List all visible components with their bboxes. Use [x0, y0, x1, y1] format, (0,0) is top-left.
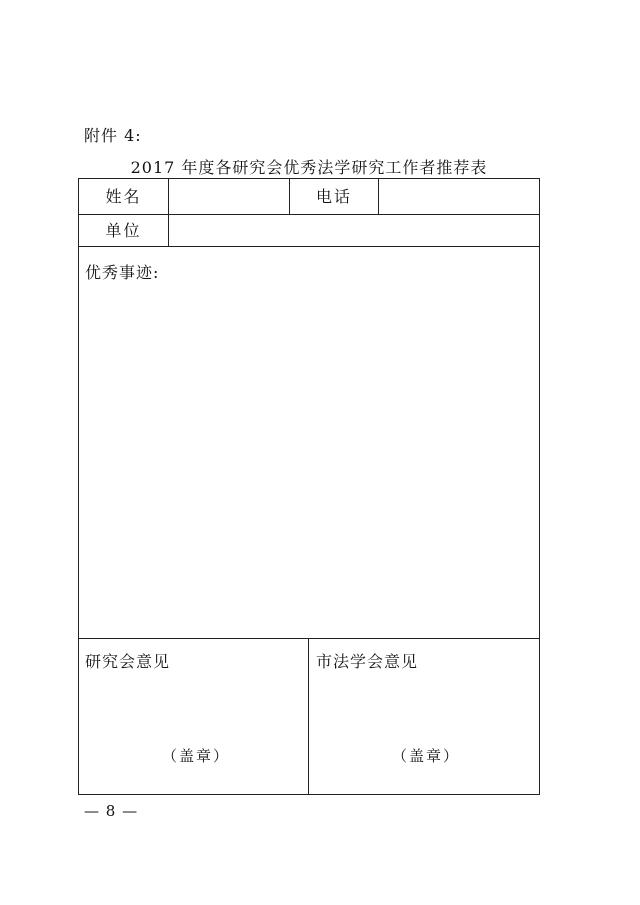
research-opinion-label: 研究会意见 — [85, 652, 171, 671]
phone-label: 电话 — [315, 187, 352, 206]
recommendation-form — [78, 178, 540, 795]
attachment-label: 附件 4: — [84, 126, 142, 145]
name-field[interactable] — [170, 181, 288, 212]
row-divider-3 — [79, 638, 539, 639]
city-opinion-label: 市法学会意见 — [316, 652, 419, 671]
form-title: 2017 年度各研究会优秀法学研究工作者推荐表 — [130, 158, 488, 177]
name-label: 姓名 — [105, 187, 142, 206]
page-number: — 8 — — [84, 802, 139, 820]
unit-label: 单位 — [105, 221, 142, 240]
achievements-field[interactable] — [83, 283, 535, 633]
research-seal-label: （盖章） — [162, 747, 231, 765]
col-divider-phone — [378, 179, 379, 214]
city-seal-label: （盖章） — [392, 747, 461, 765]
phone-field[interactable] — [380, 181, 538, 212]
achievements-label: 优秀事迹: — [85, 263, 160, 282]
unit-field[interactable] — [170, 217, 538, 244]
col-divider-unit — [168, 214, 169, 246]
col-divider-opinions — [308, 638, 309, 794]
col-divider-name — [168, 179, 169, 214]
row-divider-2 — [79, 246, 539, 247]
